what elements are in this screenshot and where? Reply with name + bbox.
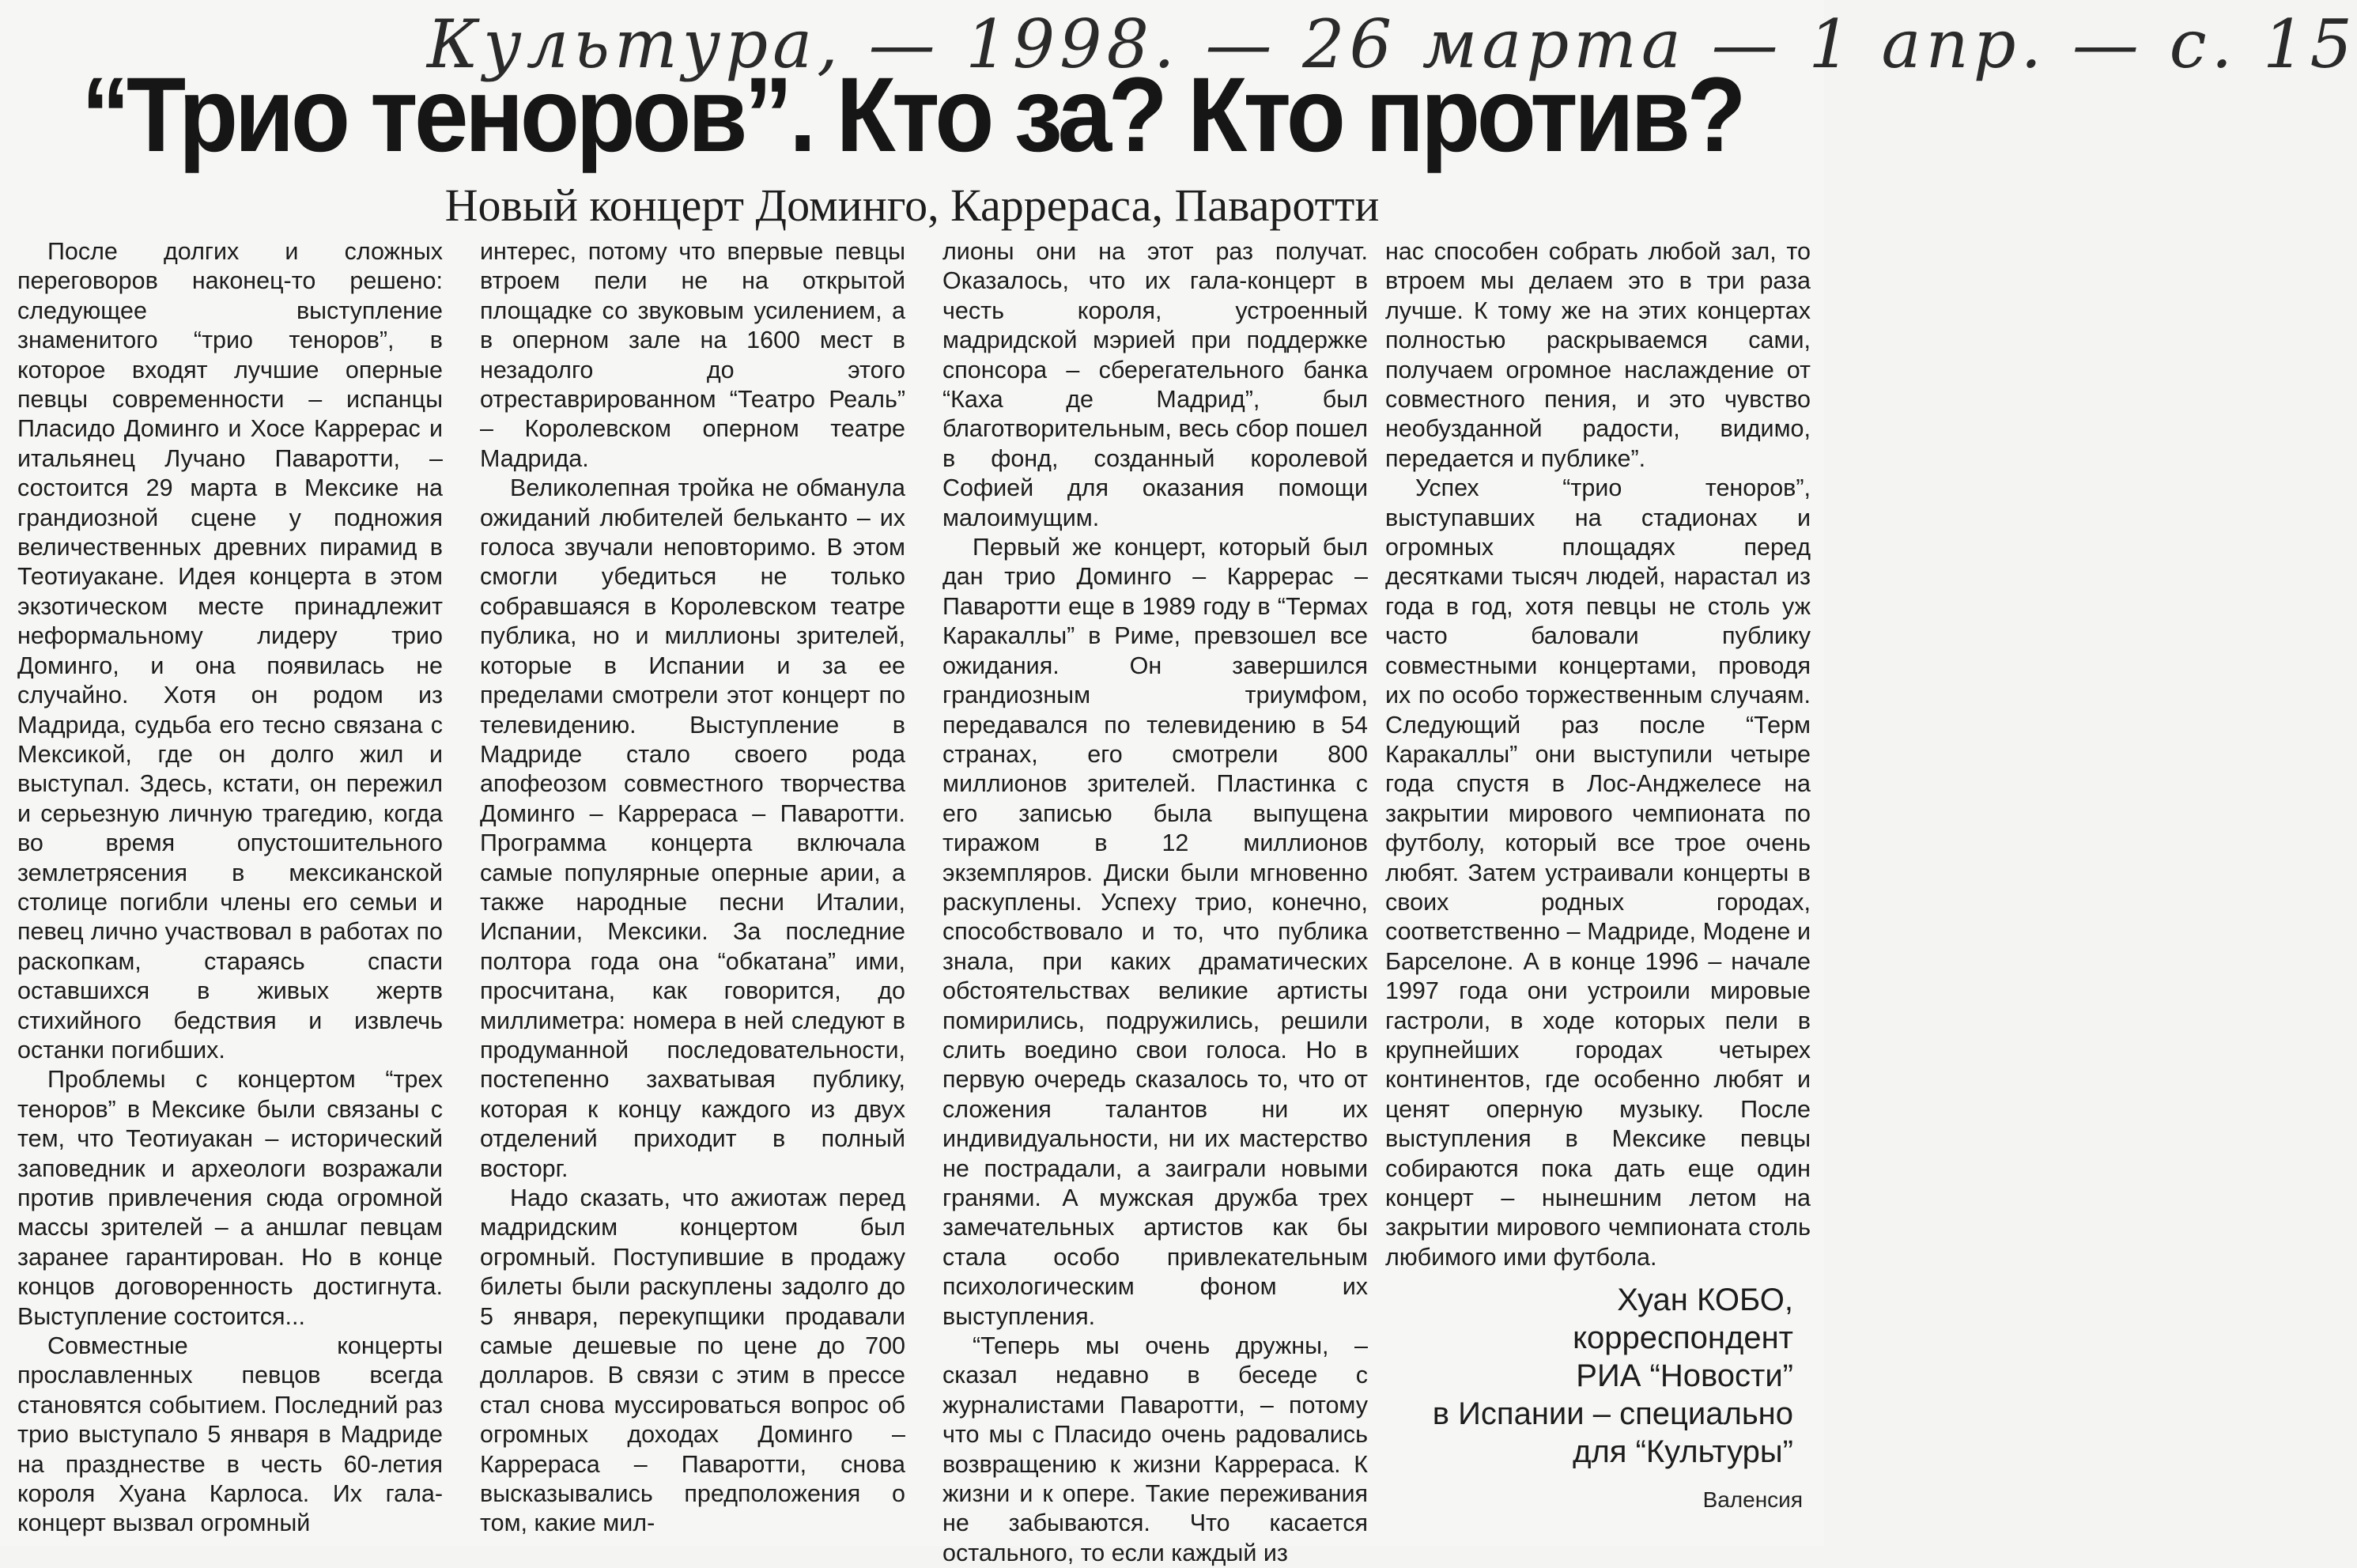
article-column-2 — [480, 237, 905, 1537]
paragraph: Надо сказать, что ажиотаж перед мадридским концертом был огромный. Поступившие в продажу билеты были раскуплены задолго до 5 января, перекупщики продавали самые дешевые по цене до 700 долларов. В связи с этим в прессе стал снова муссироваться вопрос об огромных доходах Доминго – Каррераса – Паваротти, снова высказывались предположения о том, какие мил- — [480, 1185, 905, 1537]
paragraph: лионы они на этот раз получат. Оказалось, что их гала-концерт в честь короля, устроенный мадридской мэрией при поддержке спонсора – сберегательного банка “Каха де Мадрид”, был благотворительным, весь сбор пошел в фонд, созданный королевой Софией для оказания помощи малоимущим. — [942, 238, 1368, 531]
paragraph: “Теперь мы очень дружны, – сказал недавно в беседе с журналистами Паваротти, – потому что мы с Пласидо очень радовались возвращению к жизни Каррераса. К жизни и к опере. Такие переживания не забываются. Что касается остального, то если каждый из — [942, 1332, 1368, 1566]
author-publication: для “Культуры” — [1573, 1434, 1793, 1469]
paragraph: Проблемы с концертом “трех теноров” в Мексике были связаны с тем, что Теотиуакан – исторический заповедник и археологи возражали против привлечения сюда огромной массы зрителей – а аншлаг певцам заранее гарантирован. Но в конце концов договоренность достигнута. Выступление состоится... — [17, 1066, 443, 1330]
author-signature — [1368, 1281, 1793, 1471]
handwritten-note: Культура, — 1998. — 26 марта — 1 апр. — с. 15 — [427, 6, 2357, 83]
paragraph: интерес, потому что впервые певцы втроем пели не на открытой площадке со звуковым усилением, а в оперном зале на 1600 мест в незадолго до этого отреставрированном “Театро Реаль” – Королевском оперном театре Мадрида. — [480, 238, 905, 472]
article-headline: “Трио теноров”. Кто за? Кто против? — [81, 56, 1743, 174]
author-agency: РИА “Новости” — [1576, 1358, 1793, 1393]
author-name: Хуан КОБО, — [1617, 1283, 1793, 1317]
article-column-1 — [17, 237, 443, 1537]
paragraph: нас способен собрать любой зал, то втроем мы делаем это в три раза лучше. К тому же на этих концертах полностью раскрываемся сами, получаем огромное наслаждение от совместного пения, и это чувство необузданной радости, видимо, передается и публике”. — [1385, 238, 1811, 472]
author-location: в Испании – специально — [1432, 1396, 1793, 1431]
paragraph: Успех “трио теноров”, выступавших на стадионах и огромных площадях перед десятками тысяч людей, нарастал из года в год, хотя певцы не столь уж часто баловали публику совместными концертами, проводя их по особо торжественным случаям. Следующий раз после “Терм Каракаллы” они выступили четыре года спустя в Лос-Анджелесе на закрытии мирового чемпионата по футболу, который все трое очень любят. Затем устраивали концерты в своих родных городах, соответственно – Мадриде, Модене и Барселоне. А в конце 1996 – начале 1997 года они устроили мировые гастроли, в ходе которых пели в крупнейших городах четырех континентов, где особенно любят и ценят оперную музыку. После выступления в Мексике певцы собираются пока дать еще один концерт – нынешним летом на закрытии мирового чемпионата столь любимого ими футбола. — [1385, 474, 1811, 1271]
paragraph: Совместные концерты прославленных певцов всегда становятся событием. Последний раз трио выступало 5 января в Мадриде на празднестве в честь 60-летия короля Хуана Карлоса. Их гала-концерт вызвал огромный — [17, 1332, 443, 1537]
article-column-3 — [942, 237, 1368, 1566]
paragraph: Первый же концерт, который был дан трио Доминго – Каррерас – Паваротти еще в 1989 году в “Термах Каракаллы” в Риме, превзошел все ожидания. Он завершился грандиозным триумфом, передавался по телевидению в 54 странах, его смотрели 800 миллионов зрителей. Пластинка с его записью была выпущена тиражом в 12 миллионов экземпляров. Диски были мгновенно раскуплены. Успеху трио, конечно, способствовало и то, что публика знала, при каких драматических обстоятельствах великие артисты помирились, подружились, решили слить воедино свои голоса. Но в первую очередь сказалось то, что от сложения талантов ни их индивидуальности, ни их мастерство не пострадали, а заиграли новыми гранями. А мужская дружба трех замечательных артистов как бы стала особо привлекательным психологическим фоном их выступления. — [942, 534, 1368, 1330]
article-subheadline: Новый концерт Доминго, Каррераса, Паваротти — [444, 179, 1380, 231]
paragraph: Великолепная тройка не обманула ожиданий любителей бельканто – их голоса звучали неповторимо. В этом смогли убедиться не только собравшаяся в Королевском театре публика, но и миллионы зрителей, которые в Испании и за ее пределами смотрели этот концерт по телевидению. Выступление в Мадриде стало своего рода апофеозом совместного творчества Доминго – Каррераса – Паваротти. Программа концерта включала самые популярные оперные арии, а также народные песни Италии, Испании, Мексики. За последние полтора года она “обкатана” ими, просчитана, как говорится, до миллиметра: номера в ней следуют в продуманной последовательности, постепенно захватывая публику, которая к концу каждого из двух отделений приходит в полный восторг. — [480, 474, 905, 1182]
author-title: корреспондент — [1573, 1321, 1793, 1355]
dateline-city: Валенсия — [1702, 1487, 1803, 1512]
paragraph: После долгих и сложных переговоров наконец-то решено: следующее выступление знаменитого “трио теноров”, в которое входят лучшие оперные певцы современности – испанцы Пласидо Доминго и Хосе Каррерас и итальянец Лучано Паваротти, – состоится 29 марта в Мексике на грандиозной сцене у подножия величественных древних пирамид в Теотиуакане. Идея концерта в этом экзотическом месте принадлежит неформальному лидеру трио Доминго, и она появилась не случайно. Хотя он родом из Мадрида, судьба его тесно связана с Мексикой, где он долго жил и выступал. Здесь, кстати, он пережил и серьезную личную трагедию, когда во время опустошительного землетрясения в мексиканской столице погибли члены его семьи и певец лично участвовал в работах по раскопкам, стараясь спасти оставшихся в живых жертв стихийного бедствия и извлечь останки погибших. — [17, 238, 443, 1064]
